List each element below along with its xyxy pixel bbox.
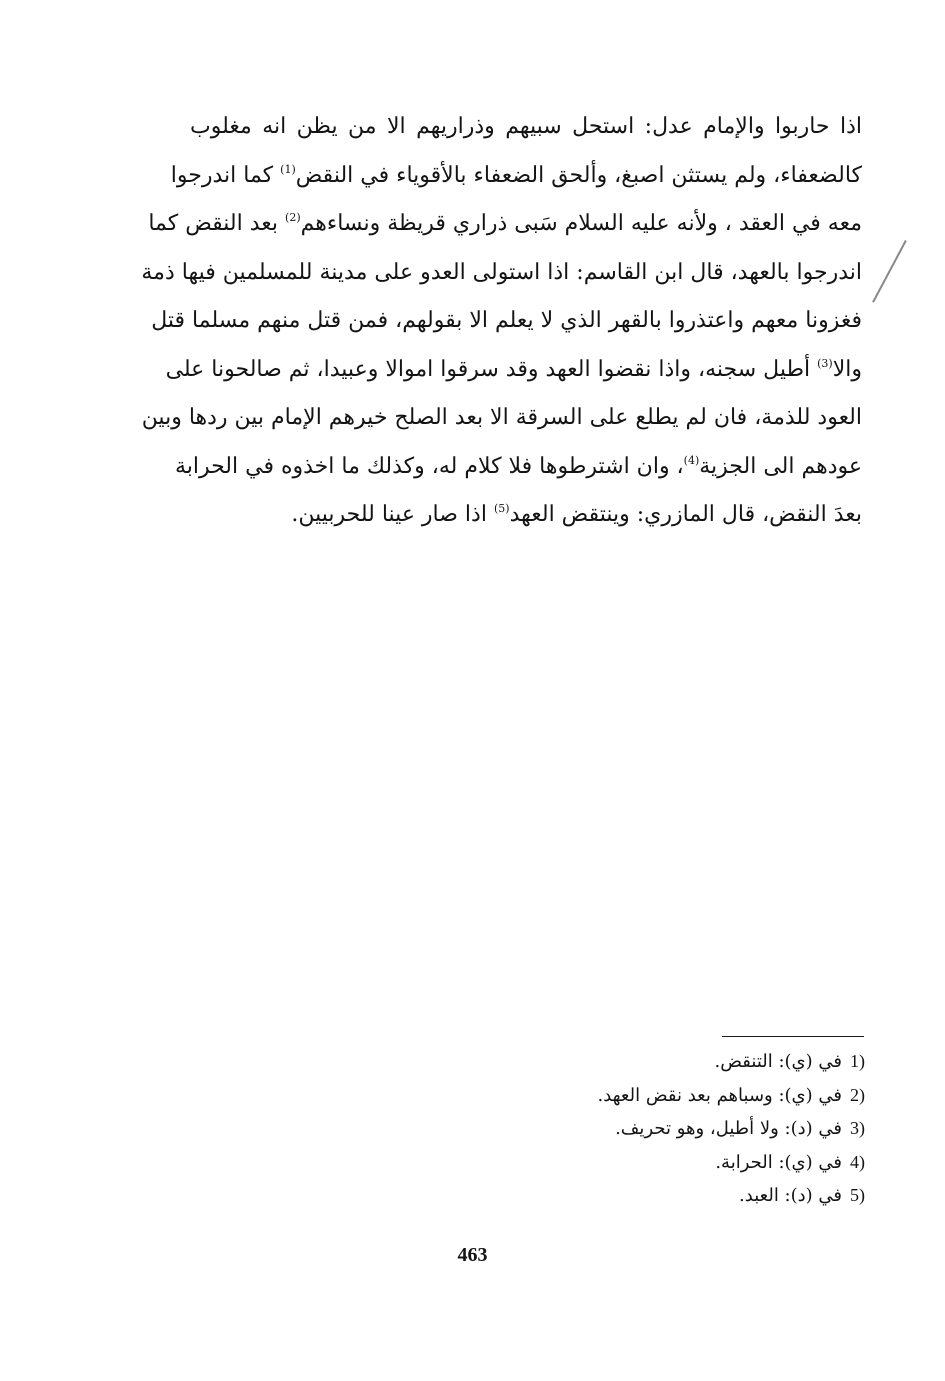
text-line: كالضعفاء، ولم يستثن اصبغ، وألحق الضعفاء بالأقوياء في النقض$^{(1)}$ كما اندرجوا bbox=[170, 162, 862, 188]
text-line: فغزونا معهم واعتذروا بالقهر الذي لا يعلم الا بقولهم، فمن قتل منهم مسلما قتل bbox=[151, 308, 862, 333]
note-ref: (3) bbox=[817, 356, 833, 370]
footnote-number: 4) bbox=[850, 1151, 865, 1172]
text-line: بعدَ النقض، قال المازري: وينتقض العهد$^{(5)}$ اذا صار عينا للحربيين. bbox=[291, 502, 862, 527]
footnote bbox=[420, 1146, 865, 1180]
footnote-divider bbox=[722, 1036, 864, 1037]
page-number: 463 bbox=[457, 1244, 488, 1266]
note-ref: (2) bbox=[285, 211, 301, 224]
note-ref: (1) bbox=[280, 162, 296, 176]
text-line: معه في العقد ، ولأنه عليه السلام سَبى ذراري قريظة ونساءهم$^{(2)}$ بعد النقض كما bbox=[148, 211, 862, 236]
footnote bbox=[420, 1079, 865, 1113]
footnote-text: في (ي): التنقض. bbox=[714, 1051, 842, 1072]
footnote bbox=[420, 1112, 865, 1146]
footnote bbox=[420, 1179, 865, 1213]
footnote bbox=[420, 1045, 865, 1079]
text-line: العود للذمة، فان لم يطلع على السرقة الا بعد الصلح خيرهم الإمام بين ردها وبين bbox=[141, 405, 862, 430]
footnote-number: 5) bbox=[850, 1185, 865, 1205]
text-line: والا$^{(3)}$ أطيل سجنه، واذا نقضوا العهد وقد سرقوا اموالا وعبيدا، ثم صالحونا على bbox=[165, 356, 862, 382]
footnote-text: في (ي): وسباهم بعد نقض العهد. bbox=[597, 1084, 842, 1106]
footnote-text: في (د): ولا أطيل، وهو تحريف. bbox=[615, 1118, 842, 1139]
footnotes bbox=[420, 1045, 865, 1213]
text-line: اندرجوا بالعهد، قال ابن القاسم: اذا استولى العدو على مدينة للمسلمين فيها ذمة bbox=[141, 259, 862, 285]
footnote-text: في (د): العبد. bbox=[739, 1185, 842, 1206]
text-line: عودهم الى الجزية$^{(4)}$، وان اشترطوها فلا كلام له، وكذلك ما اخذوه في الحرابة bbox=[174, 453, 862, 479]
footnote-number: 2) bbox=[850, 1084, 865, 1105]
note-ref: (4) bbox=[683, 453, 700, 467]
margin-mark bbox=[872, 240, 907, 303]
note-ref: (5) bbox=[493, 502, 510, 515]
footnote-number: 3) bbox=[850, 1118, 865, 1138]
text-line: اذا حاربوا والإمام عدل: استحل سبيهم وذراريهم الا من يظن انه مغلوب bbox=[190, 114, 862, 139]
footnote-number: 1) bbox=[850, 1051, 865, 1071]
footnote-text: في (ي): الحرابة. bbox=[715, 1151, 842, 1173]
main-text bbox=[141, 103, 862, 540]
